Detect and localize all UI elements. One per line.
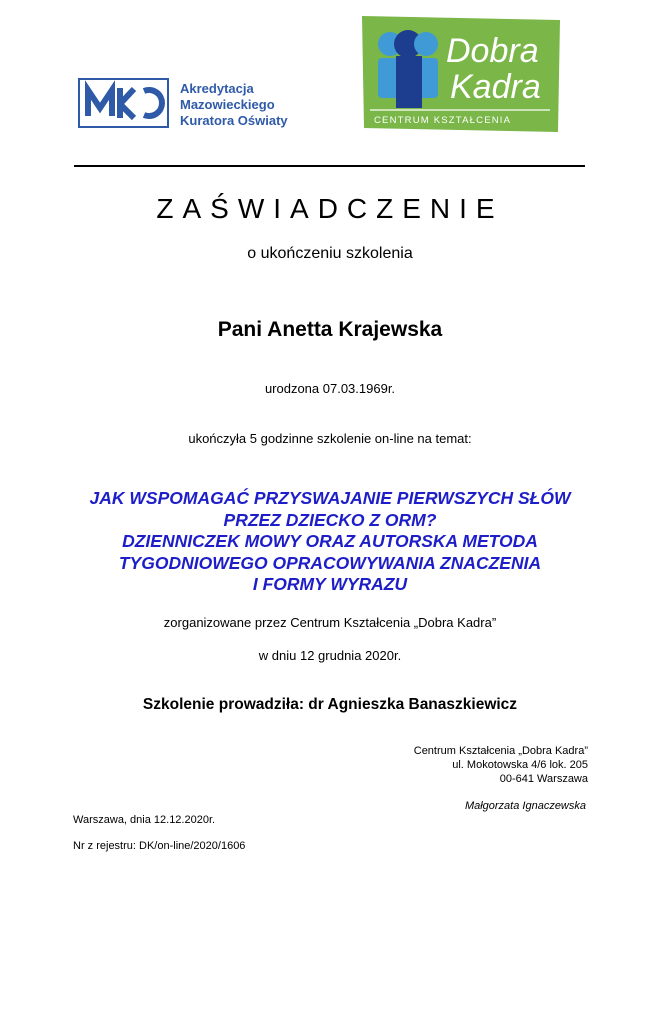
mko-monogram-icon <box>80 80 167 126</box>
course-topic-line: I FORMY WYRAZU <box>252 574 408 594</box>
signatory: Małgorzata Ignaczewska <box>464 800 586 812</box>
place-date: Warszawa, dnia 12.12.2020r. <box>73 814 216 826</box>
course-topic-line: PRZEZ DZIECKO Z ORM? <box>223 509 437 530</box>
certificate-title: ZAŚWIADCZENIE <box>156 193 504 224</box>
course-date: w dniu 12 grudnia 2020r. <box>258 648 402 663</box>
course-topic-line: JAK WSPOMAGAĆ PRZYSWAJANIE PIERWSZYCH SŁÓW <box>89 488 571 508</box>
birth-date: urodzona 07.03.1969r. <box>264 381 396 396</box>
organizer: zorganizowane przez Centrum Kształcenia „Dobra Kadra” <box>163 615 497 630</box>
registry-number: Nr z rejestru: DK/on-line/2020/1606 <box>73 840 246 852</box>
address-line: 00-641 Warszawa <box>499 773 588 785</box>
mko-logo-text: Akredytacja Mazowieckiego Kuratora Oświaty <box>180 81 288 128</box>
organizer-address <box>360 744 588 786</box>
svg-text:CENTRUM KSZTAŁCENIA: CENTRUM KSZTAŁCENIA <box>374 115 512 126</box>
certificate-subtitle: o ukończeniu szkolenia <box>247 245 413 262</box>
address-line: ul. Mokotowska 4/6 lok. 205 <box>452 759 588 771</box>
dobra-kadra-logo <box>360 14 562 134</box>
recipient-name: Pani Anetta Krajewska <box>217 318 443 341</box>
header-divider <box>74 165 585 167</box>
mko-logo-mark <box>78 78 169 128</box>
course-topic-line: DZIENNICZEK MOWY ORAZ AUTORSKA METODA <box>122 531 538 551</box>
course-topic <box>0 488 660 596</box>
mko-logo <box>78 78 308 132</box>
address-line: Centrum Kształcenia „Dobra Kadra” <box>413 745 588 757</box>
course-intro: ukończyła 5 godzinne szkolenie on-line na temat: <box>188 431 472 446</box>
course-topic-line: TYGODNIOWEGO OPRACOWYWANIA ZNACZENIA <box>118 552 542 573</box>
svg-text:Kadra: Kadra <box>450 68 541 106</box>
svg-text:Dobra: Dobra <box>446 32 539 70</box>
dobra-kadra-logo-graphic <box>360 14 562 134</box>
trainer: Szkolenie prowadziła: dr Agnieszka Banaszkiewicz <box>142 696 518 713</box>
